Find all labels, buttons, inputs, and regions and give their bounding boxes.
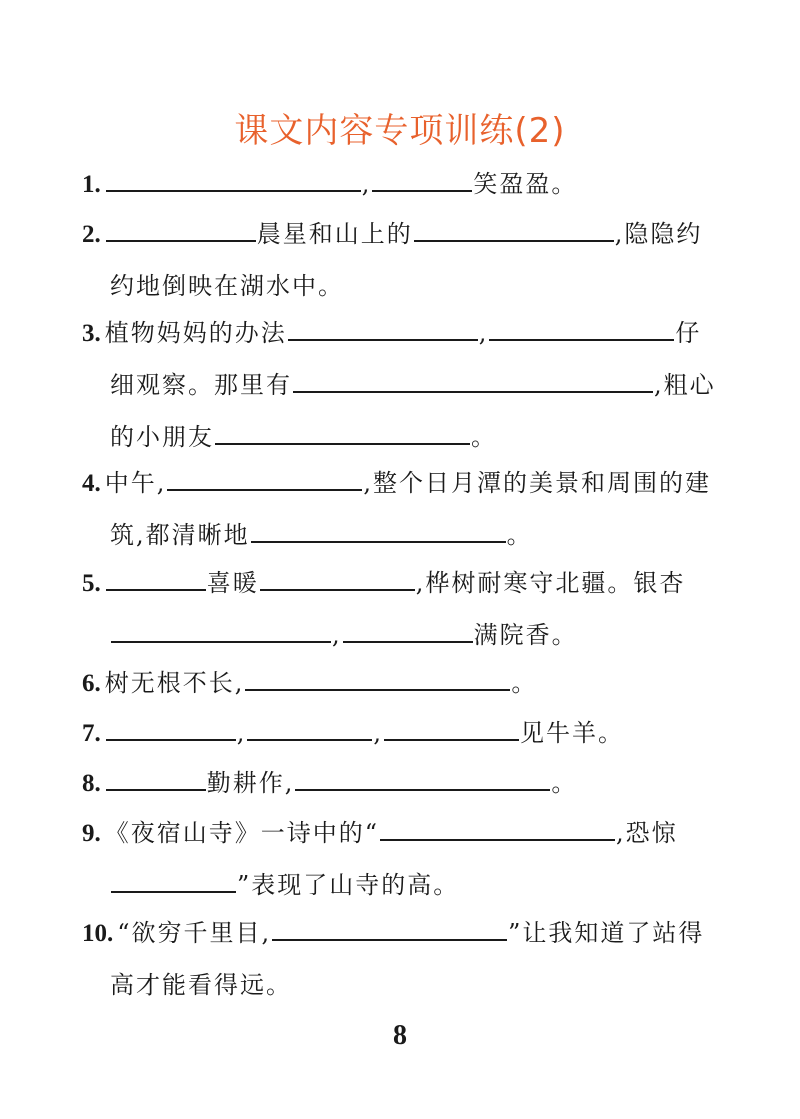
question-2: 2. 晨星和山上的 ,隐隐约 约地倒映在湖水中。 bbox=[82, 208, 722, 312]
answer-blank[interactable] bbox=[247, 713, 372, 741]
question-number: 3. bbox=[82, 320, 101, 347]
page-title: 课文内容专项训练(2) bbox=[234, 111, 566, 151]
question-9: 9. 《夜宿山寺》一诗中的“ ,恐惊 ”表现了山寺的高。 bbox=[82, 807, 722, 911]
answer-blank[interactable] bbox=[384, 713, 519, 741]
question-4: 4. 中午, ,整个日月潭的美景和周围的建 筑,都清晰地 。 bbox=[82, 457, 722, 561]
answer-blank[interactable] bbox=[272, 913, 507, 941]
question-number: 8. bbox=[82, 770, 101, 797]
question-1: 1. , 笑盈盈。 bbox=[82, 158, 722, 210]
answer-blank[interactable] bbox=[372, 164, 472, 192]
answer-blank[interactable] bbox=[106, 763, 206, 791]
answer-blank[interactable] bbox=[380, 813, 615, 841]
page-number: 8 bbox=[393, 1020, 407, 1051]
question-8: 8. 勤耕作, 。 bbox=[82, 757, 722, 809]
question-number: 1. bbox=[82, 171, 101, 198]
answer-blank[interactable] bbox=[260, 563, 415, 591]
answer-blank[interactable] bbox=[414, 214, 614, 242]
answer-blank[interactable] bbox=[295, 763, 550, 791]
question-number: 7. bbox=[82, 720, 101, 747]
question-number: 5. bbox=[82, 570, 101, 597]
answer-blank[interactable] bbox=[293, 365, 653, 393]
question-10: 10. “欲穷千里目, ”让我知道了站得 高才能看得远。 bbox=[82, 907, 722, 1011]
answer-blank[interactable] bbox=[111, 865, 236, 893]
question-number: 6. bbox=[82, 670, 101, 697]
answer-blank[interactable] bbox=[106, 214, 256, 242]
question-number: 10. bbox=[82, 920, 114, 947]
answer-blank[interactable] bbox=[106, 713, 236, 741]
answer-blank[interactable] bbox=[106, 563, 206, 591]
question-3: 3. 植物妈妈的办法 , 仔 细观察。那里有 ,粗心 的小朋友 。 bbox=[82, 307, 722, 463]
answer-blank[interactable] bbox=[215, 417, 470, 445]
question-number: 9. bbox=[82, 820, 101, 847]
answer-blank[interactable] bbox=[489, 313, 674, 341]
answer-blank[interactable] bbox=[343, 615, 473, 643]
answer-blank[interactable] bbox=[167, 463, 362, 491]
answer-blank[interactable] bbox=[111, 615, 331, 643]
question-number: 4. bbox=[82, 470, 101, 497]
question-6: 6. 树无根不长, 。 bbox=[82, 657, 722, 709]
question-7: 7. , , 见牛羊。 bbox=[82, 707, 722, 759]
question-5: 5. 喜暖 ,桦树耐寒守北疆。银杏 , 满院香。 bbox=[82, 557, 722, 661]
question-number: 2. bbox=[82, 221, 101, 248]
answer-blank[interactable] bbox=[251, 515, 506, 543]
answer-blank[interactable] bbox=[245, 663, 510, 691]
answer-blank[interactable] bbox=[106, 164, 361, 192]
answer-blank[interactable] bbox=[288, 313, 478, 341]
